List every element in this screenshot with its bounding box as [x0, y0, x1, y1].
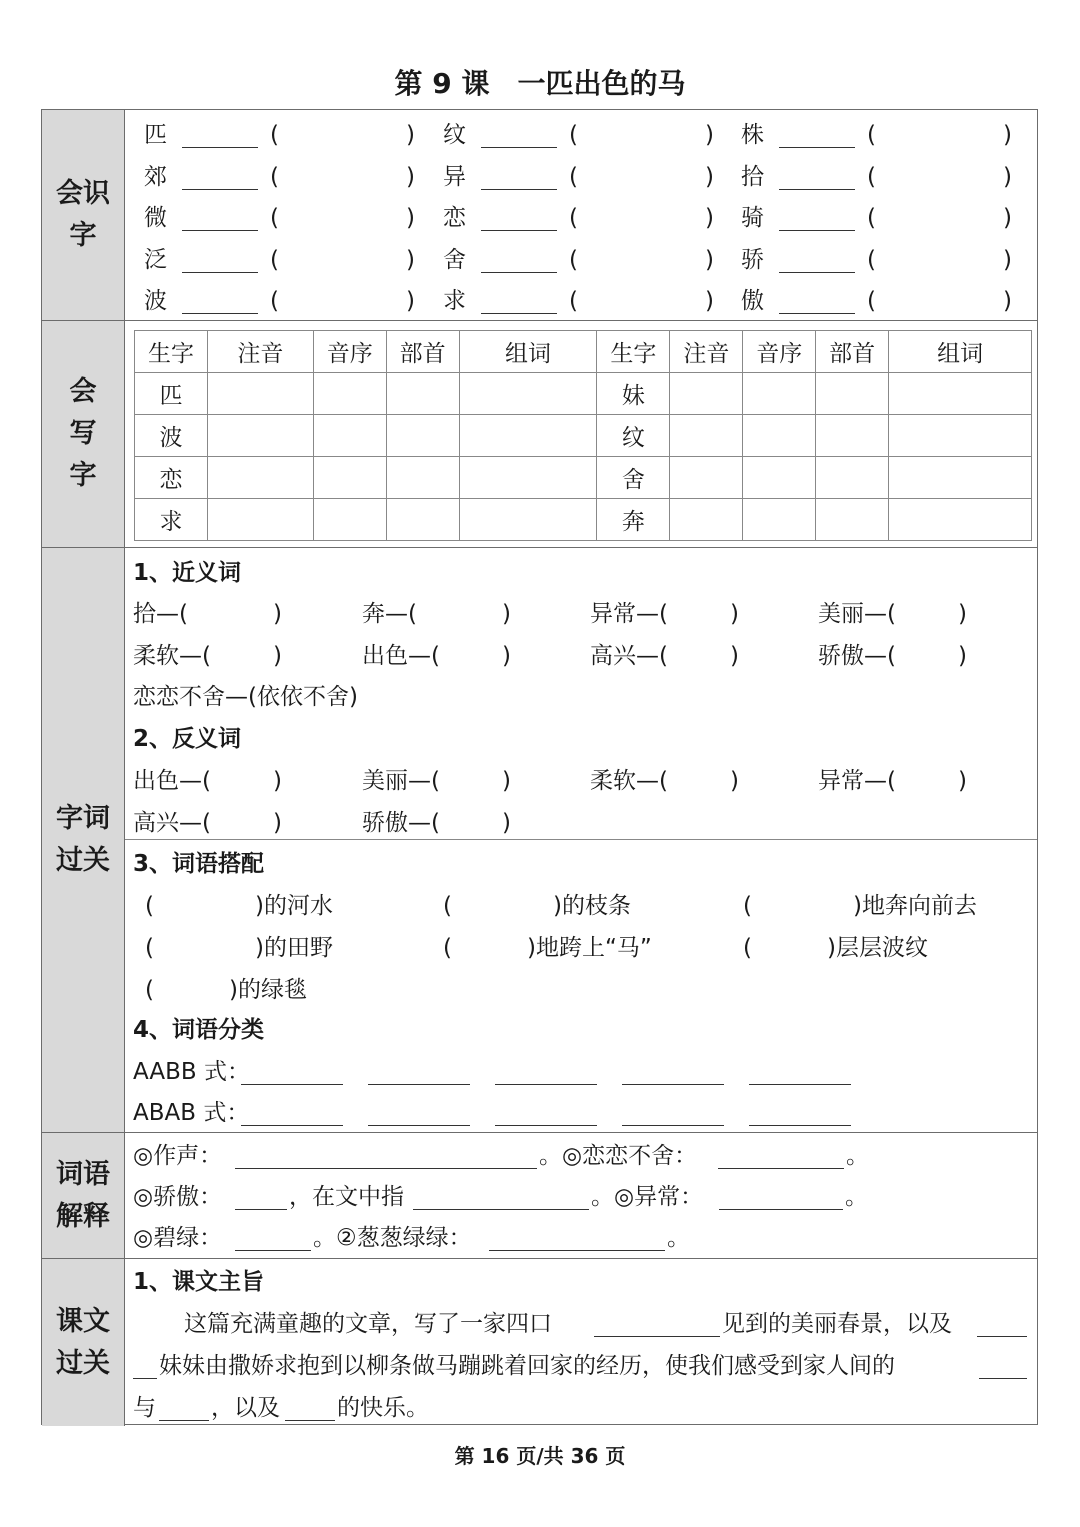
- antonym-word: 异常—(: [818, 768, 896, 794]
- answer-cell[interactable]: [670, 415, 743, 457]
- explain-end: 。: [846, 1143, 869, 1169]
- recognize-label: [42, 110, 125, 320]
- paren-close: ): [705, 122, 714, 148]
- collocation-phrase: )地奔向前去: [853, 893, 977, 919]
- answer-blank[interactable]: [182, 189, 258, 190]
- paren-close: ): [1003, 246, 1012, 273]
- theme-text: ，以及: [211, 1395, 280, 1421]
- write-char: 求: [135, 499, 208, 541]
- answer-blank[interactable]: [481, 272, 557, 273]
- answer-cell[interactable]: [313, 457, 386, 499]
- divider: [125, 839, 1037, 840]
- recognize-char: 异: [443, 163, 466, 190]
- paren-open: (: [569, 163, 578, 190]
- antonym-word: 高兴—(: [133, 810, 211, 836]
- table-row: [135, 373, 1032, 415]
- column-header: 部首: [386, 331, 459, 373]
- paren-close: ): [958, 643, 967, 669]
- theme-text: 见到的美丽春景，以及: [722, 1311, 952, 1337]
- answer-blank[interactable]: [495, 1125, 597, 1126]
- paren-close: ): [705, 163, 714, 190]
- synonym-word: 奔—(: [362, 601, 417, 627]
- paren-open: (: [569, 205, 578, 231]
- table-row: [135, 415, 1032, 457]
- answer-blank[interactable]: [779, 272, 855, 273]
- synonym-word: 美丽—(: [818, 601, 896, 627]
- write-char: 匹: [135, 373, 208, 415]
- answer-blank[interactable]: [413, 1209, 589, 1210]
- paren-open: (: [270, 246, 279, 273]
- text-label: [42, 1259, 125, 1426]
- column-header: 组词: [889, 331, 1032, 373]
- answer-blank[interactable]: [235, 1250, 311, 1251]
- paren-close: ): [1003, 205, 1012, 231]
- recognize-section: [42, 110, 1037, 320]
- answer-blank[interactable]: [368, 1084, 470, 1085]
- worksheet-table: [41, 109, 1038, 1425]
- answer-blank[interactable]: [495, 1084, 597, 1085]
- paren-close: ): [730, 768, 739, 794]
- write-section: [42, 320, 1037, 547]
- recognize-char: 株: [741, 122, 764, 148]
- synonyms-heading: 1、近义词: [133, 560, 242, 586]
- paren-close: ): [705, 205, 714, 231]
- recognize-char: 泛: [144, 246, 167, 273]
- recognize-char: 恋: [443, 205, 466, 231]
- answer-cell[interactable]: [207, 457, 313, 499]
- aabb-label: AABB 式：: [133, 1059, 250, 1085]
- paren-close: ): [730, 601, 739, 627]
- answer-cell[interactable]: [889, 457, 1032, 499]
- explain-end: 。: [667, 1225, 690, 1251]
- answer-cell[interactable]: [816, 415, 889, 457]
- recognize-char: 波: [144, 288, 167, 314]
- characters-table: [134, 330, 1032, 541]
- antonym-word: 骄傲—(: [362, 810, 440, 836]
- explain-section: [42, 1132, 1037, 1258]
- antonym-word: 柔软—(: [590, 768, 668, 794]
- answer-cell[interactable]: [889, 415, 1032, 457]
- synonym-word: 出色—(: [362, 643, 440, 669]
- paren-close: ): [1003, 288, 1012, 314]
- write-char: 妹: [597, 373, 670, 415]
- synonym-example: 恋恋不舍—(依依不舍): [133, 684, 358, 710]
- answer-blank[interactable]: [622, 1084, 724, 1085]
- paren-close: ): [273, 810, 282, 836]
- paren-open: (: [867, 288, 876, 314]
- answer-blank[interactable]: [779, 313, 855, 314]
- theme-text: 与: [133, 1395, 156, 1421]
- answer-cell[interactable]: [670, 457, 743, 499]
- answer-blank[interactable]: [368, 1125, 470, 1126]
- answer-cell[interactable]: [459, 415, 597, 457]
- paren-open: (: [145, 893, 154, 919]
- answer-blank[interactable]: [182, 313, 258, 314]
- column-header: 音序: [313, 331, 386, 373]
- paren-close: ): [1003, 122, 1012, 148]
- paren-open: (: [443, 893, 452, 919]
- words-label-text: 字词过关: [56, 803, 110, 876]
- table-row: [135, 499, 1032, 541]
- theme-text: 这篇充满童趣的文章，写了一家四口: [184, 1311, 552, 1337]
- answer-cell[interactable]: [670, 373, 743, 415]
- answer-blank[interactable]: [719, 1209, 843, 1210]
- recognize-char: 匹: [144, 122, 167, 148]
- antonyms-heading: 2、反义词: [133, 726, 242, 752]
- recognize-char: 骑: [741, 205, 764, 231]
- explain-label: [42, 1133, 125, 1258]
- answer-cell[interactable]: [386, 499, 459, 541]
- answer-blank[interactable]: [979, 1378, 1027, 1379]
- answer-cell[interactable]: [459, 457, 597, 499]
- paren-close: ): [958, 601, 967, 627]
- column-header: 部首: [816, 331, 889, 373]
- answer-cell[interactable]: [459, 499, 597, 541]
- write-char: 奔: [597, 499, 670, 541]
- theme-heading: 1、课文主旨: [133, 1269, 265, 1295]
- explain-label-text: 词语解释: [56, 1158, 110, 1232]
- answer-blank[interactable]: [779, 147, 855, 148]
- recognize-char: 拾: [741, 163, 764, 190]
- synonym-word: 异常—(: [590, 601, 668, 627]
- page-number: 第 16 页/共 36 页: [454, 1444, 626, 1468]
- answer-blank[interactable]: [182, 147, 258, 148]
- answer-blank[interactable]: [749, 1084, 851, 1085]
- answer-blank[interactable]: [622, 1125, 724, 1126]
- paren-open: (: [270, 163, 279, 190]
- answer-blank[interactable]: [779, 189, 855, 190]
- explain-lianlian: 。◎恋恋不舍：: [539, 1143, 698, 1169]
- table-row: [135, 457, 1032, 499]
- answer-cell[interactable]: [889, 373, 1032, 415]
- paren-close: ): [958, 768, 967, 794]
- collocation-phrase: )的枝条: [553, 893, 631, 919]
- recognize-char: 傲: [741, 288, 764, 314]
- recognize-char: 求: [443, 288, 466, 314]
- column-header: 注音: [670, 331, 743, 373]
- text-label-text: 课文过关: [56, 1305, 110, 1379]
- explain-bilv: ◎碧绿：: [133, 1225, 223, 1251]
- answer-blank[interactable]: [235, 1209, 287, 1210]
- words-section: [42, 547, 1037, 1132]
- text-content: [125, 1259, 1037, 1426]
- explain-yichang: 。◎异常：: [591, 1184, 704, 1210]
- answer-blank[interactable]: [235, 1168, 537, 1169]
- answer-blank[interactable]: [182, 272, 258, 273]
- paren-close: ): [406, 163, 415, 190]
- collocation-phrase: )的河水: [255, 893, 333, 919]
- explain-end: 。: [845, 1184, 868, 1210]
- recognize-char: 纹: [443, 122, 466, 148]
- write-label: [42, 321, 125, 547]
- column-header: 组词: [459, 331, 597, 373]
- words-label: [42, 548, 125, 1132]
- answer-cell[interactable]: [386, 457, 459, 499]
- paren-open: (: [270, 205, 279, 231]
- synonym-word: 骄傲—(: [818, 643, 896, 669]
- paren-close: ): [502, 768, 511, 794]
- recognize-char: 舍: [443, 246, 466, 273]
- words-content: [125, 548, 1037, 1132]
- paren-close: ): [273, 643, 282, 669]
- antonym-word: 美丽—(: [362, 768, 440, 794]
- paren-open: (: [569, 288, 578, 314]
- answer-blank[interactable]: [182, 230, 258, 231]
- answer-cell[interactable]: [386, 415, 459, 457]
- answer-blank[interactable]: [481, 313, 557, 314]
- recognize-char: 微: [144, 205, 167, 231]
- synonym-word: 拾—(: [133, 601, 188, 627]
- paren-open: (: [145, 977, 154, 1003]
- write-char: 恋: [135, 457, 208, 499]
- table-header-row: [135, 331, 1032, 373]
- paren-close: ): [273, 601, 282, 627]
- answer-cell[interactable]: [743, 499, 816, 541]
- paren-open: (: [270, 288, 279, 314]
- answer-cell[interactable]: [743, 415, 816, 457]
- paren-open: (: [867, 205, 876, 231]
- explain-content: [125, 1133, 1037, 1258]
- write-char: 舍: [597, 457, 670, 499]
- write-content: [125, 321, 1037, 547]
- paren-open: (: [443, 935, 452, 961]
- collocation-heading: 3、词语搭配: [133, 851, 265, 877]
- recognize-content: [125, 110, 1037, 320]
- answer-cell[interactable]: [743, 457, 816, 499]
- answer-blank[interactable]: [241, 1084, 343, 1085]
- antonym-word: 出色—(: [133, 768, 211, 794]
- paren-close: ): [502, 601, 511, 627]
- answer-blank[interactable]: [159, 1420, 209, 1421]
- answer-cell[interactable]: [816, 499, 889, 541]
- paren-close: ): [406, 205, 415, 231]
- paren-open: (: [867, 163, 876, 190]
- answer-blank[interactable]: [481, 189, 557, 190]
- answer-blank[interactable]: [779, 230, 855, 231]
- answer-blank[interactable]: [977, 1336, 1027, 1337]
- synonym-word: 柔软—(: [133, 643, 211, 669]
- abab-label: ABAB 式：: [133, 1100, 250, 1126]
- paren-open: (: [867, 122, 876, 148]
- paren-open: (: [569, 246, 578, 273]
- page-title: 第 9 课 一匹出色的马: [394, 67, 686, 100]
- collocation-phrase: )层层波纹: [827, 935, 928, 961]
- recognize-label-text: 会识字: [56, 178, 110, 251]
- text-section: [42, 1258, 1037, 1426]
- recognize-char: 郊: [144, 163, 167, 190]
- column-header: 音序: [743, 331, 816, 373]
- classification-heading: 4、词语分类: [133, 1017, 265, 1043]
- answer-blank[interactable]: [718, 1168, 844, 1169]
- synonym-word: 高兴—(: [590, 643, 668, 669]
- paren-close: ): [502, 643, 511, 669]
- paren-close: ): [406, 246, 415, 273]
- answer-blank[interactable]: [285, 1420, 335, 1421]
- answer-blank[interactable]: [241, 1125, 343, 1126]
- answer-cell[interactable]: [816, 457, 889, 499]
- answer-blank[interactable]: [749, 1125, 851, 1126]
- paren-close: ): [502, 810, 511, 836]
- answer-cell[interactable]: [670, 499, 743, 541]
- answer-blank[interactable]: [481, 230, 557, 231]
- write-char: 纹: [597, 415, 670, 457]
- paren-close: ): [705, 246, 714, 273]
- answer-cell[interactable]: [313, 499, 386, 541]
- answer-blank[interactable]: [594, 1336, 720, 1337]
- paren-open: (: [743, 893, 752, 919]
- answer-blank[interactable]: [481, 147, 557, 148]
- paren-close: ): [730, 643, 739, 669]
- answer-cell[interactable]: [207, 415, 313, 457]
- answer-cell[interactable]: [207, 499, 313, 541]
- write-char: 波: [135, 415, 208, 457]
- answer-cell[interactable]: [207, 373, 313, 415]
- collocation-phrase: )的绿毯: [229, 977, 307, 1003]
- answer-cell[interactable]: [386, 373, 459, 415]
- answer-cell[interactable]: [889, 499, 1032, 541]
- column-header: 生字: [135, 331, 208, 373]
- paren-close: ): [1003, 163, 1012, 190]
- theme-text: 的快乐。: [337, 1395, 429, 1421]
- paren-open: (: [270, 122, 279, 148]
- paren-close: ): [406, 122, 415, 148]
- answer-cell[interactable]: [816, 373, 889, 415]
- collocation-phrase: )地跨上“马”: [527, 935, 652, 961]
- paren-close: ): [705, 288, 714, 314]
- answer-cell[interactable]: [313, 373, 386, 415]
- paren-close: ): [406, 288, 415, 314]
- answer-blank[interactable]: [489, 1250, 665, 1251]
- explain-jiaoao: ◎骄傲：: [133, 1184, 223, 1210]
- column-header: 注音: [207, 331, 313, 373]
- paren-open: (: [867, 246, 876, 273]
- explain-zuosheng: ◎作声：: [133, 1143, 223, 1169]
- answer-cell[interactable]: [743, 373, 816, 415]
- column-header: 生字: [597, 331, 670, 373]
- answer-cell[interactable]: [313, 415, 386, 457]
- explain-congcong: 。②葱葱绿绿：: [313, 1225, 472, 1251]
- paren-open: (: [743, 935, 752, 961]
- write-label-text: 会写字: [69, 376, 97, 491]
- recognize-char: 骄: [741, 246, 764, 273]
- paren-open: (: [145, 935, 154, 961]
- answer-blank[interactable]: [133, 1378, 157, 1379]
- paren-open: (: [569, 122, 578, 148]
- collocation-phrase: )的田野: [255, 935, 333, 961]
- answer-cell[interactable]: [459, 373, 597, 415]
- theme-text: 妹妹由撒娇求抱到以柳条做马蹦跳着回家的经历，使我们感受到家人间的: [159, 1353, 895, 1379]
- paren-close: ): [273, 768, 282, 794]
- explain-wenzhong: ，在文中指: [289, 1184, 404, 1210]
